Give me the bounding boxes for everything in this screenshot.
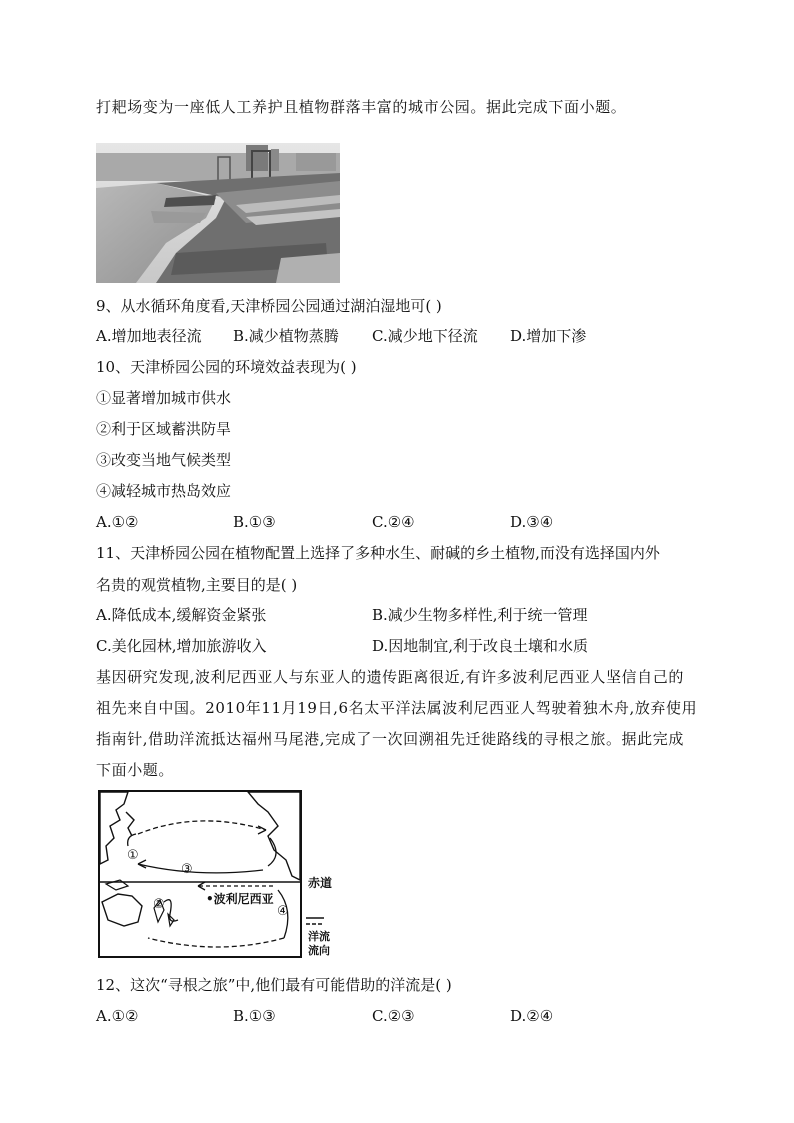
q12-option-b[interactable]: B.①③	[233, 1007, 276, 1025]
q10-option-b[interactable]: B.①③	[233, 513, 276, 531]
passage-intro: 打耙场变为一座低人工养护且植物群落丰富的城市公园。据此完成下面小题。	[96, 98, 627, 116]
wetland-park-photo	[96, 143, 340, 283]
q11-stem-line1: 11、天津桥园公园在植物配置上选择了多种水生、耐碱的乡土植物,而没有选择国内外	[96, 544, 660, 562]
passage2-line2: 祖先来自中国。2010年11月19日,6名太平洋法属波利尼西亚人驾驶着独木舟,放弃使用	[96, 699, 698, 717]
q10-item-2: ②利于区域蓄洪防旱	[96, 420, 232, 438]
q10-option-a[interactable]: A.①②	[96, 513, 139, 531]
q12-option-a[interactable]: A.①②	[96, 1007, 139, 1025]
q11-option-a[interactable]: A.降低成本,缓解资金紧张	[96, 606, 267, 624]
q11-stem-line2: 名贵的观赏植物,主要目的是( )	[96, 576, 298, 594]
q9-option-d[interactable]: D.增加下渗	[510, 327, 587, 345]
q10-item-3: ③改变当地气候类型	[96, 451, 232, 469]
ocean-current-map	[98, 790, 348, 960]
current-label-4: ④	[277, 904, 289, 919]
q10-stem: 10、天津桥园公园的环境效益表现为( )	[96, 358, 357, 376]
q10-item-1: ①显著增加城市供水	[96, 389, 232, 407]
q12-option-d[interactable]: D.②④	[510, 1007, 554, 1025]
q10-item-4: ④减轻城市热岛效应	[96, 482, 232, 500]
polynesia-label: •波利尼西亚	[206, 892, 274, 906]
q9-option-c[interactable]: C.减少地下径流	[372, 327, 478, 345]
q12-stem: 12、这次“寻根之旅”中,他们最有可能借助的洋流是( )	[96, 976, 452, 994]
passage2-line3: 指南针,借助洋流抵达福州马尾港,完成了一次回溯祖先迁徙路线的寻根之旅。据此完成	[96, 730, 684, 748]
current-label-1: ①	[127, 848, 139, 863]
q11-option-d[interactable]: D.因地制宜,利于改良土壤和水质	[372, 637, 589, 655]
passage2-line4: 下面小题。	[96, 761, 175, 779]
q9-option-b[interactable]: B.减少植物蒸腾	[233, 327, 339, 345]
q10-option-d[interactable]: D.③④	[510, 513, 554, 531]
q11-option-b[interactable]: B.减少生物多样性,利于统一管理	[372, 606, 588, 624]
q10-option-c[interactable]: C.②④	[372, 513, 415, 531]
q9-stem: 9、从水循环角度看,天津桥园公园通过湖泊湿地可( )	[96, 297, 442, 315]
q9-option-a[interactable]: A.增加地表径流	[96, 327, 202, 345]
legend-label-1: 洋流	[308, 930, 330, 943]
q11-option-c[interactable]: C.美化园林,增加旅游收入	[96, 637, 267, 655]
passage2-line1: 基因研究发现,波利尼西亚人与东亚人的遗传距离很近,有许多波利尼西亚人坚信自己的	[96, 668, 684, 686]
current-label-3: ③	[181, 862, 193, 877]
q12-option-c[interactable]: C.②③	[372, 1007, 415, 1025]
legend-label-2: 流向	[308, 944, 330, 957]
equator-label: 赤道	[308, 876, 333, 890]
current-label-2: ②	[153, 897, 165, 912]
